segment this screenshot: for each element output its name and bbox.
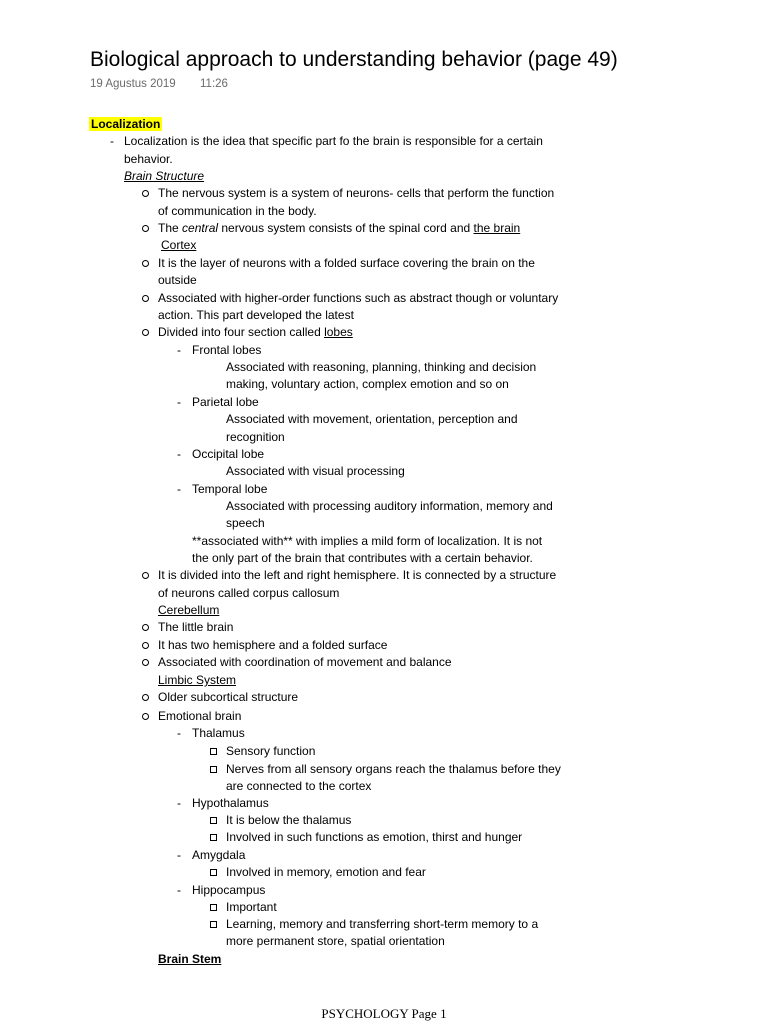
text-line: outside bbox=[158, 273, 197, 287]
circle-bullet bbox=[142, 190, 149, 197]
text-line: Associated with reasoning, planning, thinking and decision bbox=[226, 360, 537, 374]
text-line: recognition bbox=[226, 430, 285, 444]
text-line: It is below the thalamus bbox=[226, 813, 352, 827]
text-line: Associated with movement, orientation, perception and bbox=[226, 412, 518, 426]
structure-hippocampus: Hippocampus bbox=[192, 883, 266, 897]
subheading-limbic-system: Limbic System bbox=[158, 673, 237, 687]
text-line: Associated with visual processing bbox=[226, 464, 405, 478]
structure-amygdala: Amygdala bbox=[192, 848, 246, 862]
text-line: Involved in memory, emotion and fear bbox=[226, 865, 426, 879]
text-line: Associated with coordination of movement and balance bbox=[158, 655, 452, 669]
dash-bullet: - bbox=[110, 134, 114, 148]
square-bullet bbox=[210, 904, 217, 911]
note-time: 11:26 bbox=[200, 78, 228, 90]
square-bullet bbox=[210, 817, 217, 824]
subheading-brain-stem: Brain Stem bbox=[158, 952, 222, 966]
text-line: Sensory function bbox=[226, 744, 316, 758]
text-line: Divided into four section called lobes bbox=[158, 325, 353, 339]
text-line: The nervous system is a system of neurons- cells that perform the function bbox=[158, 186, 555, 200]
text-line: Associated with higher-order functions such as abstract though or voluntary bbox=[158, 291, 559, 305]
dash-bullet: - bbox=[177, 482, 181, 496]
circle-bullet bbox=[142, 260, 149, 267]
text-line: the only part of the brain that contributes with a certain behavior. bbox=[192, 551, 533, 565]
circle-bullet bbox=[142, 713, 149, 720]
dash-bullet: - bbox=[177, 726, 181, 740]
subheading-cortex: Cortex bbox=[161, 238, 197, 252]
text-line: The central nervous system consists of the spinal cord and the brain bbox=[158, 221, 521, 235]
circle-bullet bbox=[142, 329, 149, 336]
text-line: action. This part developed the latest bbox=[158, 308, 354, 322]
text-line: of communication in the body. bbox=[158, 204, 317, 218]
text-line: It is the layer of neurons with a folded surface covering the brain on the bbox=[158, 256, 535, 270]
structure-thalamus: Thalamus bbox=[192, 726, 245, 740]
text-line: Localization is the idea that specific part fo the brain is responsible for a certain bbox=[124, 134, 543, 148]
square-bullet bbox=[210, 834, 217, 841]
circle-bullet bbox=[142, 694, 149, 701]
text-line: Involved in such functions as emotion, thirst and hunger bbox=[226, 830, 523, 844]
square-bullet bbox=[210, 766, 217, 773]
lobe-frontal: Frontal lobes bbox=[192, 343, 262, 357]
heading-localization: Localization bbox=[91, 117, 161, 131]
text-line: **associated with** with implies a mild form of localization. It is not bbox=[192, 534, 543, 548]
circle-bullet bbox=[142, 659, 149, 666]
lobe-temporal: Temporal lobe bbox=[192, 482, 268, 496]
text-line: Nerves from all sensory organs reach the thalamus before they bbox=[226, 762, 561, 776]
circle-bullet bbox=[142, 642, 149, 649]
text-line: of neurons called corpus callosum bbox=[158, 586, 340, 600]
subheading-cerebellum: Cerebellum bbox=[158, 603, 220, 617]
dash-bullet: - bbox=[177, 883, 181, 897]
text-line: are connected to the cortex bbox=[226, 779, 372, 793]
text-line: It has two hemisphere and a folded surface bbox=[158, 638, 388, 652]
dash-bullet: - bbox=[177, 343, 181, 357]
text-line: Associated with processing auditory information, memory and bbox=[226, 499, 553, 513]
square-bullet bbox=[210, 869, 217, 876]
text-line: Important bbox=[226, 900, 277, 914]
text-line: speech bbox=[226, 516, 265, 530]
circle-bullet bbox=[142, 295, 149, 302]
text-line: making, voluntary action, complex emotion and so on bbox=[226, 377, 509, 391]
dash-bullet: - bbox=[177, 848, 181, 862]
lobe-occipital: Occipital lobe bbox=[192, 447, 265, 461]
text-line: The little brain bbox=[158, 620, 234, 634]
text-line: Learning, memory and transferring short-term memory to a bbox=[226, 917, 539, 931]
note-date: 19 Agustus 2019 bbox=[90, 78, 176, 90]
structure-hypothalamus: Hypothalamus bbox=[192, 796, 269, 810]
square-bullet bbox=[210, 748, 217, 755]
page-title: Biological approach to understanding behavior (page 49) bbox=[90, 48, 618, 71]
circle-bullet bbox=[142, 225, 149, 232]
circle-bullet bbox=[142, 624, 149, 631]
text-line: Emotional brain bbox=[158, 709, 242, 723]
text-line: behavior. bbox=[124, 152, 173, 166]
text-line: Older subcortical structure bbox=[158, 690, 299, 704]
subheading-brain-structure: Brain Structure bbox=[124, 169, 205, 183]
square-bullet bbox=[210, 921, 217, 928]
text-line: more permanent store, spatial orientation bbox=[226, 934, 445, 948]
page-footer: PSYCHOLOGY Page 1 bbox=[321, 1006, 447, 1021]
dash-bullet: - bbox=[177, 796, 181, 810]
text-line: It is divided into the left and right hemisphere. It is connected by a structure bbox=[158, 568, 557, 582]
dash-bullet: - bbox=[177, 395, 181, 409]
lobe-parietal: Parietal lobe bbox=[192, 395, 259, 409]
circle-bullet bbox=[142, 572, 149, 579]
dash-bullet: - bbox=[177, 447, 181, 461]
